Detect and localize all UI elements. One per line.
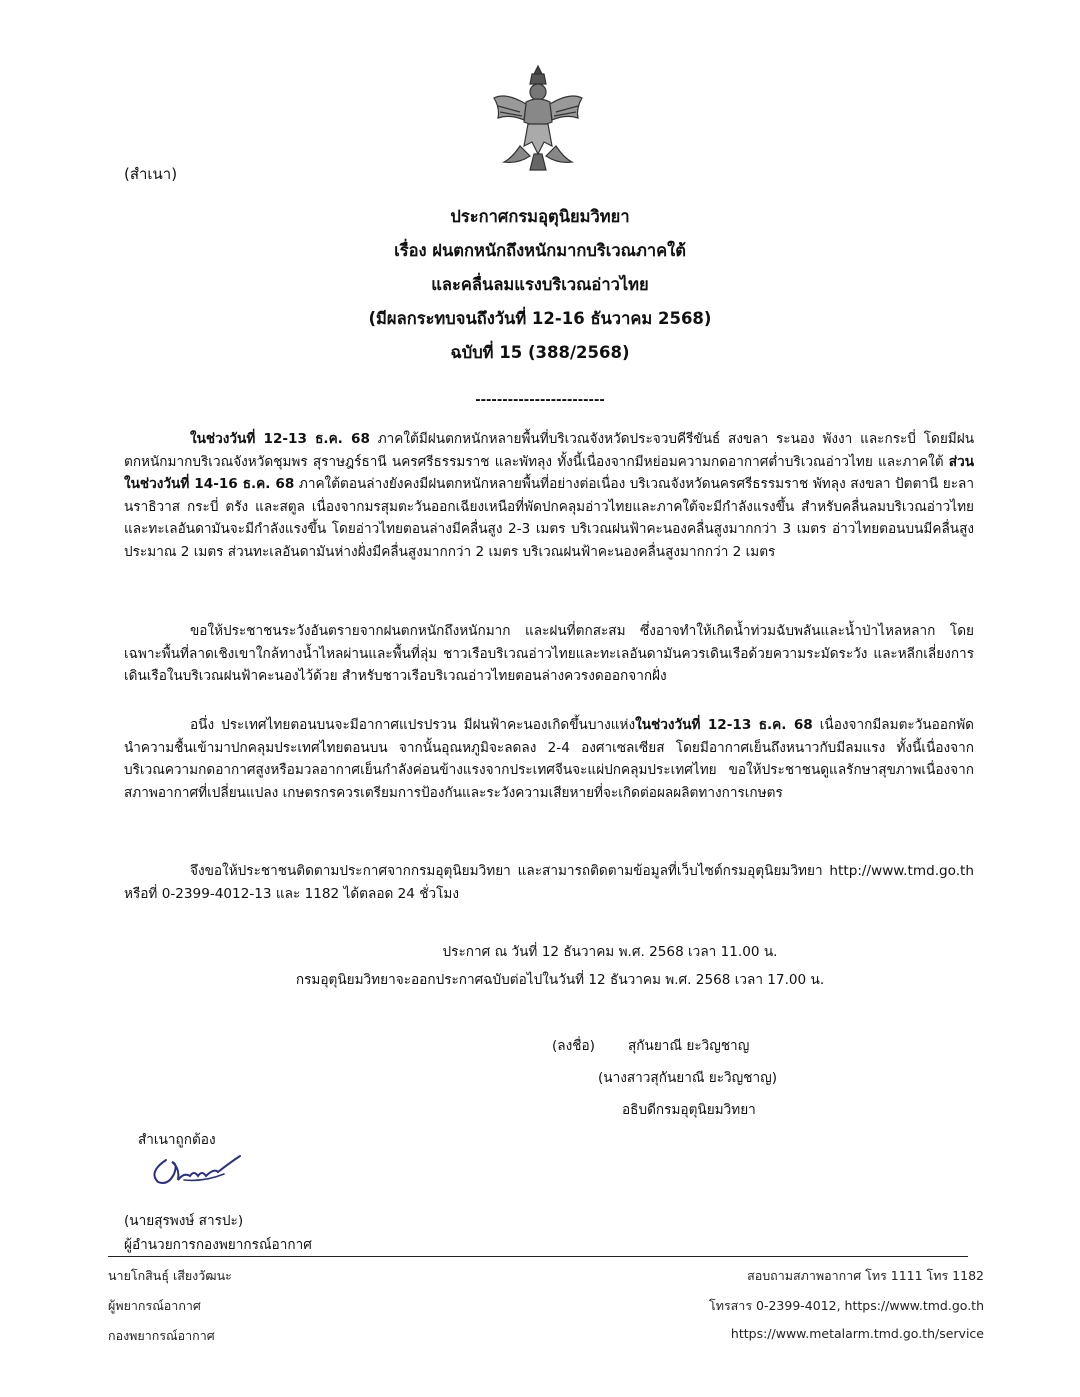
certifier-position: ผู้อำนวยการกองพยากรณ์อากาศ <box>124 1237 312 1253</box>
paragraph-3-bold-date: ในช่วงวันที่ 12-13 ธ.ค. 68 <box>635 717 813 733</box>
paragraph-1-text-2: ภาคใต้ตอนล่างยังคงมีฝนตกหนักหลายพื้นที่อย่างต่อเนื่อง บริเวณจังหวัดนครศรีธรรมราช พัทลุง สงขลา ปัตตานี ยะลา นราธิวาส กระบี่ ตรัง และสตูล เนื่องจากมรสุมตะวันออกเฉียงเหนือที่พัดปกคลุมอ่าวไทยและภาคใต้จะมีกำลังแรงขึ้น สำหรับคลื่นลมบริเวณอ่าวไทยและทะเลอันดามันจะมีกำลังแรงขึ้น โดยอ่าวไทยตอนล่างมีคลื่นสูง 2-3 เมตร บริเวณฝนฟ้าคะนองคลื่นสูงมากกว่า 3 เมตร อ่าวไทยตอนบนมีคลื่นสูงประมาณ 2 เมตร ส่วนทะเลอันดามันห่างฝั่งมีคลื่นสูงมากกว่า 2 เมตร บริเวณฝนฟ้าคะนองคลื่นสูงมากกว่า 2 เมตร <box>124 476 974 560</box>
title-separator: ------------------------ <box>475 393 605 408</box>
footer-division: กองพยากรณ์อากาศ <box>108 1328 215 1343</box>
paragraph-2: ขอให้ประชาชนระวังอันตรายจากฝนตกหนักถึงหนักมาก และฝนที่ตกสะสม ซึ่งอาจทำให้เกิดน้ำท่วมฉับพลันและน้ำป่าไหลหลาก โดยเฉพาะพื้นที่ลาดเชิงเขาใกล้ทางน้ำไหลผ่านและพื้นที่ลุ่ม ชาวเรือบริเวณอ่าวไทยและทะเลอันดามันควรเดินเรือด้วยความระมัดระวัง และหลีกเลี่ยงการเดินเรือในบริเวณฝนฟ้าคะนองไว้ด้วย สำหรับชาวเรือบริเวณอ่าวไทยตอนล่างควรงดออกจากฝั่ง <box>124 623 974 684</box>
garuda-emblem <box>490 62 586 174</box>
paragraph-3 <box>124 714 974 804</box>
title-line: ประกาศกรมอุตุนิยมวิทยา <box>450 207 630 226</box>
copy-label: (สำเนา) <box>124 165 178 183</box>
footer-forecaster-name: นายโกสินธุ์ เสียงวัฒนะ <box>108 1268 232 1283</box>
announcement-title <box>0 200 1080 370</box>
paragraph-1-text: ภาคใต้มีฝนตกหนักหลายพื้นที่บริเวณจังหวัดประจวบคีรีขันธ์ สงขลา ระนอง พังงา และกระบี่ โดยมีฝนตกหนักมากบริเวณจังหวัดชุมพร สุราษฎร์ธานี นครศรีธรรมราช และพัทลุง ทั้งนี้เนื่องจากมีหย่อมความกดอากาศต่ำบริเวณอ่าวไทย และภาคใต้ <box>124 431 975 470</box>
paragraph-3-text-2: เนื่องจากมีลมตะวันออกพัดนำความชื้นเข้ามาปกคลุมประเทศไทยตอนบน จากนั้นอุณหภูมิจะลดลง 2-4 องศาเซลเซียส โดยมีอากาศเย็นถึงหนาวกับมีลมแรง ทั้งนี้เนื่องจากบริเวณความกดอากาศสูงหรือมวลอากาศเย็นกำลังค่อนข้างแรงจากประเทศจีนจะแผ่ปกคลุมประเทศไทย ขอให้ประชาชนดูแลรักษาสุขภาพเนื่องจากสภาพอากาศที่เปลี่ยนแปลง เกษตรกรควรเตรียมการป้องกันและระวังความเสียหายที่จะเกิดต่อผลผลิตทางการเกษตร <box>124 717 974 801</box>
title-line: (มีผลกระทบจนถึงวันที่ 12-16 ธันวาคม 2568) <box>368 309 712 328</box>
paragraph-4: จึงขอให้ประชาชนติดตามประกาศจากกรมอุตุนิยมวิทยา และสามารถติดตามข้อมูลที่เว็บไซต์กรมอุตุนิยมวิทยา http://www.tmd.go.th หรือที่ 0-2399-4012-13 และ 1182 ได้ตลอด 24 ชั่วโมง <box>124 863 974 902</box>
paragraph-1-bold-date-2: ส่วนในช่วงวันที่ 14-16 ธ.ค. 68 <box>124 453 974 492</box>
announce-date: ประกาศ ณ วันที่ 12 ธันวาคม พ.ศ. 2568 เวลา 11.00 น. <box>442 944 778 960</box>
footer-fax-website[interactable]: โทรสาร 0-2399-4012, https://www.tmd.go.th <box>709 1298 984 1313</box>
signed-name: สุกันยาณี ยะวิญชาญ <box>628 1038 750 1054</box>
title-line: ฉบับที่ 15 (388/2568) <box>450 343 630 362</box>
signatory-position: อธิบดีกรมอุตุนิยมวิทยา <box>622 1102 756 1118</box>
signed-label: (ลงชื่อ) <box>552 1038 595 1054</box>
paragraph-3-text: อนึ่ง ประเทศไทยตอนบนจะมีอากาศแปรปรวน มีฝนฟ้าคะนองเกิดขึ้นบางแห่ง <box>190 717 636 733</box>
paragraph-1-bold-date: ในช่วงวันที่ 12-13 ธ.ค. 68 <box>190 431 370 447</box>
footer-service-link[interactable]: https://www.metalarm.tmd.go.th/service <box>730 1326 984 1341</box>
footer-forecaster-role: ผู้พยากรณ์อากาศ <box>108 1298 201 1313</box>
next-announcement: กรมอุตุนิยมวิทยาจะออกประกาศฉบับต่อไปในวันที่ 12 ธันวาคม พ.ศ. 2568 เวลา 17.00 น. <box>295 972 825 988</box>
title-line: เรื่อง ฝนตกหนักถึงหนักมากบริเวณภาคใต้ <box>394 241 686 260</box>
footer-phone: สอบถามสภาพอากาศ โทร 1111 โทร 1182 <box>747 1268 984 1283</box>
footer-divider <box>108 1256 968 1257</box>
certified-copy-label: สำเนาถูกต้อง <box>138 1132 216 1148</box>
signatory-full-name: (นางสาวสุกันยาณี ยะวิญชาญ) <box>598 1070 778 1086</box>
title-line: และคลื่นลมแรงบริเวณอ่าวไทย <box>431 275 649 294</box>
paragraph-1 <box>124 428 974 563</box>
handwritten-signature <box>144 1150 244 1192</box>
certifier-name: (นายสุรพงษ์ สารปะ) <box>124 1213 244 1229</box>
